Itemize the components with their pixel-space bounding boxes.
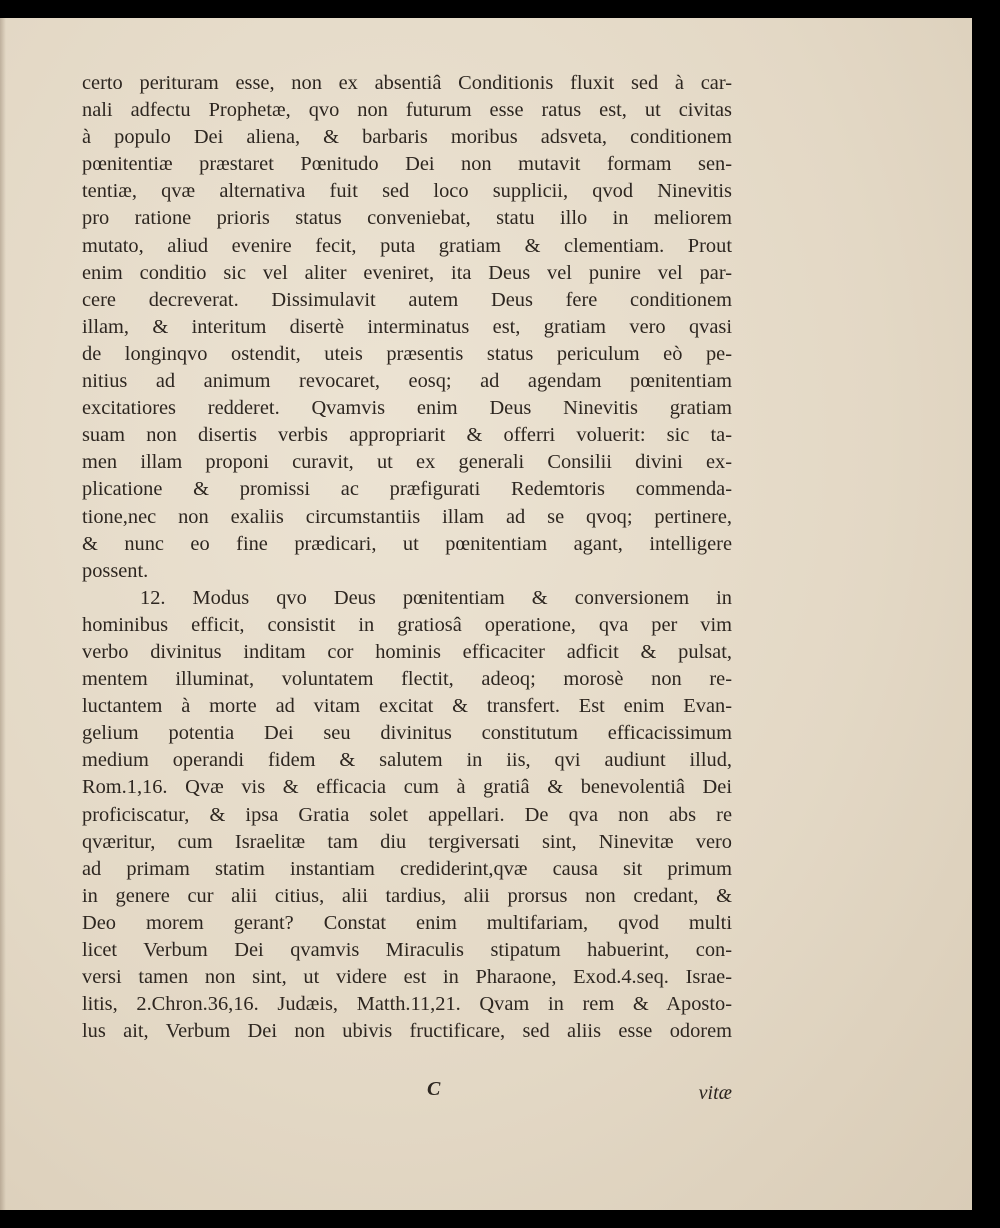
- page-edge-shadow: [0, 18, 6, 1210]
- catchword: vitæ: [698, 1082, 732, 1104]
- text-line: luctantem à morte ad vitam excitat & transfert. Est enim Evan-: [82, 695, 732, 718]
- text-line: nitius ad animum revocaret, eosq; ad agendam pœnitentiam: [82, 370, 732, 393]
- text-line: à populo Dei aliena, & barbaris moribus adsveta, conditionem: [82, 126, 732, 149]
- text-line: de longinqvo ostendit, uteis præsentis status periculum eò pe-: [82, 342, 732, 365]
- text-line: men illam proponi curavit, ut ex generali Consilii divini ex-: [82, 451, 732, 474]
- text-line: plicatione & promissi ac præfigurati Redemtoris commenda-: [82, 478, 732, 501]
- text-line: in genere cur alii citius, alii tardius, alii prorsus non credant, &: [82, 884, 732, 907]
- text-line: tione,nec non exaliis circumstantiis illam ad se qvoq; pertinere,: [82, 505, 732, 528]
- text-line: pro ratione prioris status conveniebat, statu illo in meliorem: [82, 207, 732, 230]
- text-line: versi tamen non sint, ut videre est in Pharaone, Exod.4.seq. Israe-: [82, 966, 732, 989]
- text-line: hominibus efficit, consistit in gratiosâ operatione, qva per vim: [82, 613, 732, 636]
- text-line: & nunc eo fine prædicari, ut pœnitentiam agant, intelligere: [82, 532, 732, 555]
- text-line: litis, 2.Chron.36,16. Judæis, Matth.11,21. Qvam in rem & Aposto-: [82, 993, 732, 1016]
- text-line: lus ait, Verbum Dei non ubivis fructificare, sed aliis esse odorem: [82, 1020, 732, 1043]
- text-line: mentem illuminat, voluntatem flectit, adeoq; morosè non re-: [82, 668, 732, 691]
- text-line: proficiscatur, & ipsa Gratia solet appellari. De qva non abs re: [82, 803, 732, 826]
- text-line: Deo morem gerant? Constat enim multifariam, qvod multi: [82, 911, 732, 934]
- text-line: enim conditio sic vel aliter eveniret, ita Deus vel punire vel par-: [82, 261, 732, 284]
- text-line: nali adfectu Prophetæ, qvo non futurum esse ratus est, ut civitas: [82, 99, 732, 122]
- text-line: ad primam statim instantiam crediderint,qvæ causa sit primum: [82, 857, 732, 880]
- book-page: [0, 18, 972, 1210]
- text-line: excitatiores redderet. Qvamvis enim Deus Ninevitis gratiam: [82, 397, 732, 420]
- text-line: pœnitentiæ præstaret Pœnitudo Dei non mutavit formam sen-: [82, 153, 732, 176]
- text-line: certo perituram esse, non ex absentiâ Conditionis fluxit sed à car-: [82, 72, 732, 94]
- signature-mark: C: [427, 1078, 441, 1100]
- text-line: suam non disertis verbis appropriarit & offerri voluerit: sic ta-: [82, 424, 732, 447]
- text-line: medium operandi fidem & salutem in iis, qvi audiunt illud,: [82, 749, 732, 772]
- text-line: illam, & interitum disertè interminatus est, gratiam vero qvasi: [82, 315, 732, 338]
- paragraph-start-line: 12. Modus qvo Deus pœnitentiam & conversionem in: [140, 586, 732, 609]
- text-line: licet Verbum Dei qvamvis Miraculis stipatum habuerint, con-: [82, 939, 732, 961]
- text-line: Rom.1,16. Qvæ vis & efficacia cum à gratiâ & benevolentiâ Dei: [82, 776, 732, 799]
- text-line: mutato, aliud evenire fecit, puta gratiam & clementiam. Prout: [82, 234, 732, 257]
- text-line: gelium potentia Dei seu divinitus constitutum efficacissimum: [82, 722, 732, 745]
- text-line: tentiæ, qvæ alternativa fuit sed loco supplicii, qvod Ninevitis: [82, 180, 732, 203]
- text-line: possent.: [82, 559, 149, 582]
- text-line: qværitur, cum Israelitæ tam diu tergiversati sint, Ninevitæ vero: [82, 830, 732, 853]
- text-line: cere decreverat. Dissimulavit autem Deus fere conditionem: [82, 288, 732, 311]
- page-footer: [82, 1078, 732, 1106]
- body-text: [82, 70, 732, 1045]
- text-line: verbo divinitus inditam cor hominis efficaciter adficit & pulsat,: [82, 640, 732, 663]
